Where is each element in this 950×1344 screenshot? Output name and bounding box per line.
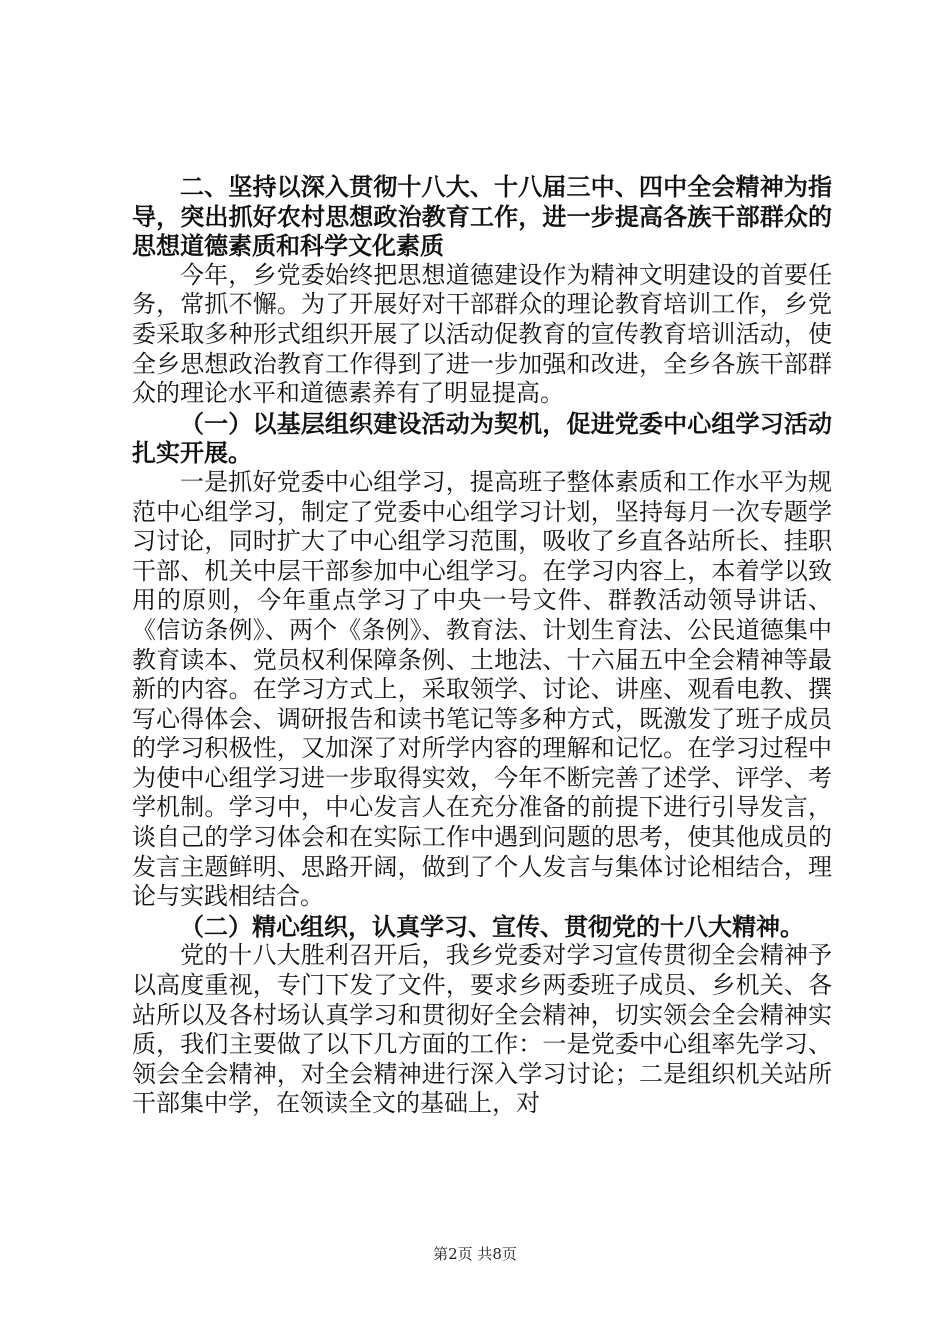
subsection-2-heading: （二）精心组织，认真学习、宣传、贯彻党的十八大精神。 — [180, 911, 804, 941]
subsection-1-heading: （一）以基层组织建设活动为契机，促进党委中心组学习活动扎实开展。 — [132, 408, 832, 468]
subsection-1-paragraph: 一是抓好党委中心组学习，提高班子整体素质和工作水平为规范中心组学习，制定了党委中心组学习计划，坚持每月一次专题学习讨论，同时扩大了中心组学习范围，吸收了乡直各站所长、挂职干部、机关中层干部参加中心组学习。在学习内容上，本着学以致用的原则，今年重点学习了中央一号文件、群教活动领导讲话、《信访条例》、两个《条例》、教育法、计划生育法、公民道德集中教育读本、党员权利保障条例、土地法、十六届五中全会精神等最新的内容。在学习方式上，采取领学、讨论、讲座、观看电教、撰写心得体会、调研报告和读书笔记等多种方式，既激发了班子成员的学习积极性，又加深了对所学内容的理解和记忆。在学习过程中为使中心组学习进一步取得实效，今年不断完善了述学、评学、考学机制。学习中，中心发言人在充分准备的前提下进行引导发言，谈自己的学习体会和在实际工作中遇到问题的思考，使其他成员的发言主题鲜明、思路开阔，做到了个人发言与集体讨论相结合，理论与实践相结合。 — [132, 467, 832, 911]
section-heading: 二、坚持以深入贯彻十八大、十八届三中、四中全会精神为指导，突出抓好农村思想政治教育工作，进一步提高各族干部群众的思想道德素质和科学文化素质 — [132, 172, 832, 261]
subsection-2-paragraph: 党的十八大胜利召开后，我乡党委对学习宣传贯彻全会精神予以高度重视，专门下发了文件，要求乡两委班子成员、乡机关、各站所以及各村场认真学习和贯彻好全会精神，切实领会全会精神实质，我们主要做了以下几方面的工作：一是党委中心组率先学习、领会全会精神，对全会精神进行深入学习讨论；二是组织机关站所干部集中学，在领读全文的基础上，对 — [132, 941, 832, 1118]
page-footer: 第2页 共8页 — [433, 1245, 517, 1263]
intro-paragraph: 今年，乡党委始终把思想道德建设作为精神文明建设的首要任务，常抓不懈。为了开展好对干部群众的理论教育培训工作，乡党委采取多种形式组织开展了以活动促教育的宣传教育培训活动，使全乡思想政治教育工作得到了进一步加强和改进，全乡各族干部群众的理论水平和道德素养有了明显提高。 — [132, 260, 832, 408]
document-body — [132, 172, 832, 1119]
